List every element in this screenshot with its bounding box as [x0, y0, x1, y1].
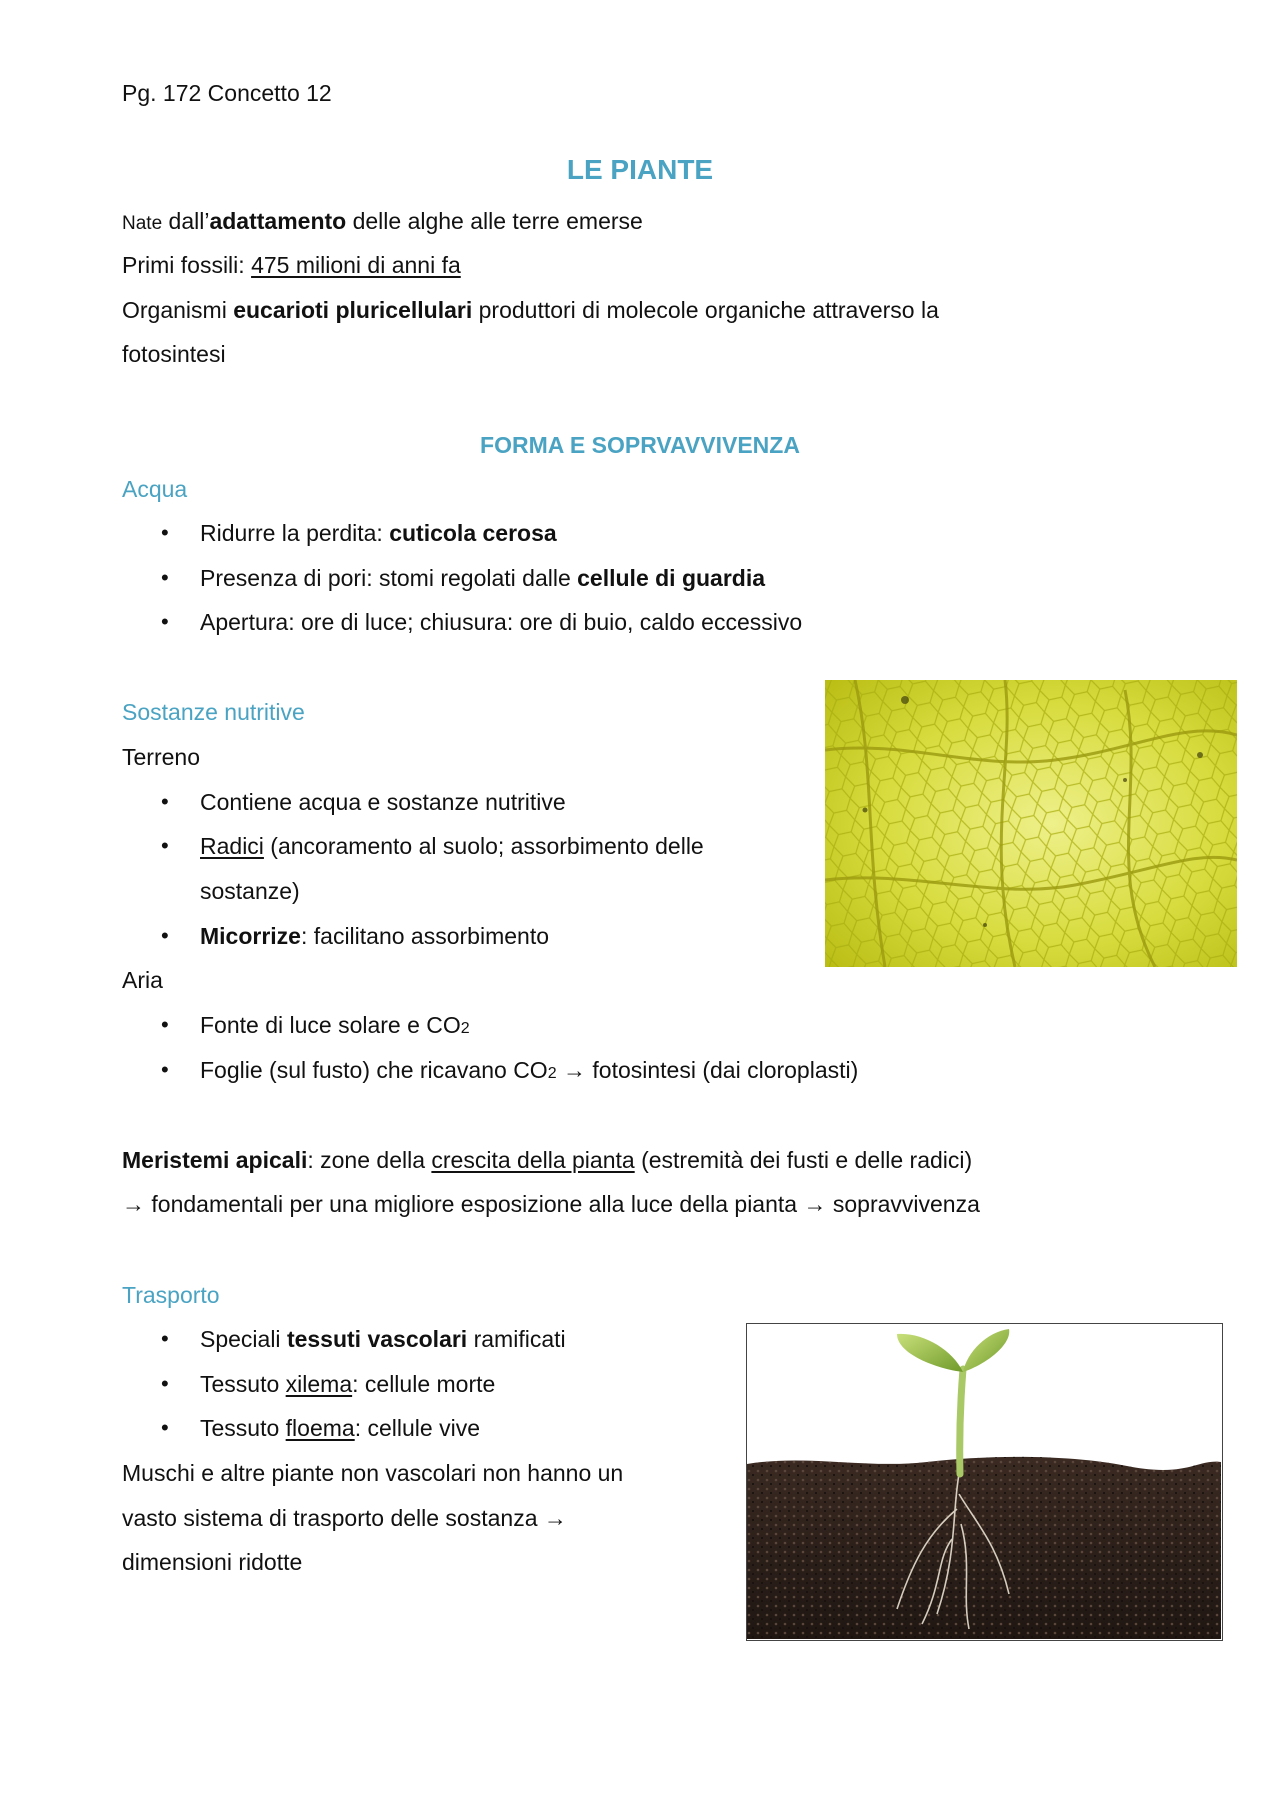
acqua-item-2: Presenza di pori: stomi regolati dalle cellule di guardia — [200, 565, 766, 591]
bullet-dot: • — [161, 1057, 169, 1082]
bullet-dot: • — [161, 1371, 169, 1396]
page-title: LE PIANTE — [566, 154, 714, 185]
aria-item-2: Foglie (sul fusto) che ricavano CO2 → fotosintesi (dai cloroplasti) — [200, 1057, 859, 1083]
terreno-item-1: Contiene acqua e sostanze nutritive — [200, 789, 566, 815]
acqua-heading: Acqua — [122, 476, 188, 502]
terreno-item-3: Micorrize: facilitano assorbimento — [200, 923, 549, 949]
aria-label: Aria — [122, 967, 163, 993]
bullet-dot: • — [161, 1415, 169, 1440]
meristemi-line-2: → fondamentali per una migliore esposizione alla luce della pianta → sopravvivenza — [122, 1191, 980, 1217]
bullet-dot: • — [161, 520, 169, 545]
meristemi-line-1: Meristemi apicali: zone della crescita della pianta (estremità dei fusti e delle radici) — [122, 1147, 973, 1173]
intro-line-3: Organismi eucarioti pluricellulari produttori di molecole organiche attraverso la — [122, 297, 939, 323]
trasporto-heading: Trasporto — [122, 1282, 220, 1308]
terreno-item-2-cont: sostanze) — [200, 878, 300, 904]
bullet-dot: • — [161, 565, 169, 590]
aria-item-1: Fonte di luce solare e CO2 — [200, 1012, 470, 1038]
bullet-dot: • — [161, 789, 169, 814]
terreno-label: Terreno — [122, 744, 200, 770]
bullet-dot: • — [161, 923, 169, 948]
trasporto-para-3: dimensioni ridotte — [122, 1549, 303, 1575]
nutrienti-heading: Sostanze nutritive — [122, 699, 305, 725]
page-reference: Pg. 172 Concetto 12 — [122, 80, 332, 106]
trasporto-para-2: vasto sistema di trasporto delle sostanza → — [122, 1505, 567, 1531]
trasporto-item-1: Speciali tessuti vascolari ramificati — [200, 1326, 566, 1352]
acqua-item-3: Apertura: ore di luce; chiusura: ore di buio, caldo eccessivo — [200, 609, 803, 635]
acqua-item-1: Ridurre la perdita: cuticola cerosa — [200, 520, 557, 546]
section-title: FORMA E SOPRVAVVIVENZA — [480, 432, 800, 458]
terreno-item-2: Radici (ancoramento al suolo; assorbimento delle — [200, 833, 704, 859]
intro-line-1: Nate dall’adattamento delle alghe alle terre emerse — [122, 208, 643, 234]
bullet-dot: • — [161, 1012, 169, 1037]
leaf-closeup-image — [825, 680, 1237, 967]
sprout-in-soil-image — [746, 1323, 1223, 1641]
bullet-dot: • — [161, 833, 169, 858]
trasporto-item-2: Tessuto xilema: cellule morte — [200, 1371, 496, 1397]
bullet-dot: • — [161, 609, 169, 634]
trasporto-para-1: Muschi e altre piante non vascolari non hanno un — [122, 1460, 624, 1486]
intro-line-4: fotosintesi — [122, 341, 226, 367]
intro-line-2: Primi fossili: 475 milioni di anni fa — [122, 252, 461, 278]
bullet-dot: • — [161, 1326, 169, 1351]
trasporto-item-3: Tessuto floema: cellule vive — [200, 1415, 480, 1441]
